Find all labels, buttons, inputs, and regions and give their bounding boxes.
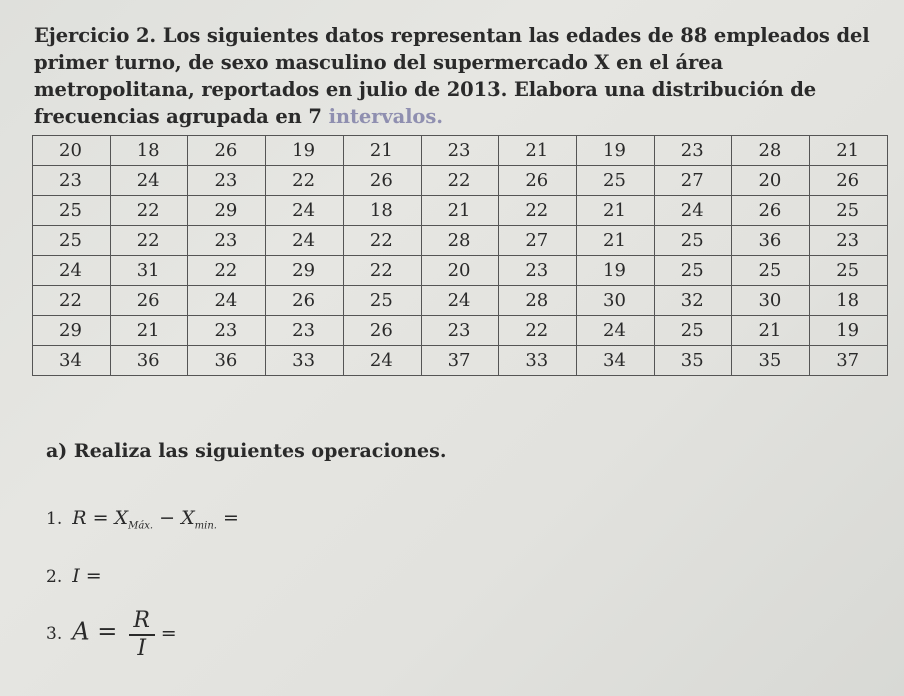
- table-row: [33, 136, 888, 166]
- table-cell: 25: [732, 256, 810, 286]
- table-cell: 26: [343, 166, 421, 196]
- table-cell: 21: [110, 316, 188, 346]
- table-cell: 21: [577, 196, 655, 226]
- table-cell: 19: [577, 256, 655, 286]
- table-cell: 25: [810, 196, 888, 226]
- exercise-label: Ejercicio 2.: [34, 24, 157, 47]
- range-minus: − X: [153, 507, 195, 529]
- table-cell: 22: [499, 196, 577, 226]
- table-cell: 31: [110, 256, 188, 286]
- table-row: [33, 166, 888, 196]
- amplitude-lhs: A =: [72, 617, 118, 646]
- table-cell: 29: [33, 316, 111, 346]
- table-row: [33, 256, 888, 286]
- table-cell: 20: [421, 256, 499, 286]
- operation-range: [46, 507, 239, 531]
- table-row: [33, 286, 888, 316]
- table-cell: 33: [266, 346, 344, 376]
- table-cell: 34: [577, 346, 655, 376]
- table-cell: 28: [499, 286, 577, 316]
- table-cell: 32: [654, 286, 732, 316]
- table-cell: 23: [188, 316, 266, 346]
- table-cell: 22: [421, 166, 499, 196]
- table-cell: 25: [654, 316, 732, 346]
- table-cell: 26: [110, 286, 188, 316]
- fraction-numerator: R: [133, 608, 150, 633]
- table-cell: 25: [810, 256, 888, 286]
- exercise-text: Los siguientes datos representan las edades de 88 empleados del primer turno, de sexo masculino del supermercado X en el área metropolitana, reportados en julio de 2013. Elabora una distribución de frecuencias agrupada en 7: [34, 24, 870, 128]
- table-cell: 37: [810, 346, 888, 376]
- table-cell: 22: [266, 166, 344, 196]
- section-a-title: a) Realiza las siguientes operaciones.: [46, 440, 447, 462]
- table-cell: 20: [33, 136, 111, 166]
- table-cell: 24: [343, 346, 421, 376]
- table-cell: 23: [421, 136, 499, 166]
- operation-number: 2.: [46, 567, 63, 587]
- operation-number: 3.: [46, 624, 63, 645]
- table-cell: 25: [33, 226, 111, 256]
- range-equals: =: [216, 507, 239, 529]
- table-cell: 21: [343, 136, 421, 166]
- table-cell: 23: [810, 226, 888, 256]
- table-cell: 21: [577, 226, 655, 256]
- table-cell: 22: [110, 226, 188, 256]
- table-cell: 23: [33, 166, 111, 196]
- table-cell: 27: [499, 226, 577, 256]
- table-cell: 19: [810, 316, 888, 346]
- table-cell: 28: [421, 226, 499, 256]
- table-cell: 28: [732, 136, 810, 166]
- table-cell: 35: [732, 346, 810, 376]
- table-cell: 23: [188, 166, 266, 196]
- table-cell: 22: [188, 256, 266, 286]
- table-cell: 26: [810, 166, 888, 196]
- table-row: [33, 346, 888, 376]
- table-cell: 18: [110, 136, 188, 166]
- min-subscript: min.: [194, 520, 217, 532]
- table-cell: 24: [266, 196, 344, 226]
- table-cell: 22: [33, 286, 111, 316]
- table-cell: 29: [188, 196, 266, 226]
- table-cell: 23: [421, 316, 499, 346]
- range-lhs: R = X: [72, 507, 129, 529]
- table-cell: 25: [654, 226, 732, 256]
- table-cell: 24: [110, 166, 188, 196]
- operation-amplitude: [46, 608, 177, 662]
- table-cell: 23: [499, 256, 577, 286]
- table-cell: 26: [266, 286, 344, 316]
- table-row: [33, 316, 888, 346]
- table-cell: 21: [810, 136, 888, 166]
- table-cell: 30: [732, 286, 810, 316]
- operation-intervals: [46, 565, 102, 587]
- table-cell: 36: [732, 226, 810, 256]
- max-subscript: Máx.: [128, 520, 154, 532]
- table-cell: 23: [654, 136, 732, 166]
- amplitude-equals: =: [160, 622, 177, 645]
- table-cell: 22: [110, 196, 188, 226]
- table-cell: 35: [654, 346, 732, 376]
- ages-table: [32, 135, 888, 376]
- table-cell: 26: [188, 136, 266, 166]
- table-cell: 26: [732, 196, 810, 226]
- table-cell: 24: [266, 226, 344, 256]
- table-cell: 22: [343, 256, 421, 286]
- table-cell: 30: [577, 286, 655, 316]
- table-cell: 21: [732, 316, 810, 346]
- table-cell: 36: [110, 346, 188, 376]
- table-cell: 36: [188, 346, 266, 376]
- table-cell: 25: [343, 286, 421, 316]
- table-cell: 25: [577, 166, 655, 196]
- table-cell: 22: [343, 226, 421, 256]
- exercise-statement: [34, 22, 890, 130]
- table-cell: 19: [577, 136, 655, 166]
- exercise-highlight: intervalos.: [328, 105, 443, 128]
- table-cell: 18: [810, 286, 888, 316]
- table-cell: 33: [499, 346, 577, 376]
- fraction-denominator: I: [137, 635, 147, 661]
- table-cell: 20: [732, 166, 810, 196]
- operation-number: 1.: [46, 509, 63, 529]
- table-cell: 19: [266, 136, 344, 166]
- table-row: [33, 196, 888, 226]
- table-row: [33, 226, 888, 256]
- table-cell: 24: [33, 256, 111, 286]
- table-cell: 27: [654, 166, 732, 196]
- table-cell: 24: [577, 316, 655, 346]
- table-cell: 18: [343, 196, 421, 226]
- table-cell: 22: [499, 316, 577, 346]
- table-cell: 34: [33, 346, 111, 376]
- table-cell: 37: [421, 346, 499, 376]
- table-cell: 24: [188, 286, 266, 316]
- table-cell: 25: [654, 256, 732, 286]
- table-cell: 26: [499, 166, 577, 196]
- table-cell: 29: [266, 256, 344, 286]
- table-cell: 26: [343, 316, 421, 346]
- table-cell: 25: [33, 196, 111, 226]
- fraction: [129, 608, 155, 662]
- table-cell: 24: [654, 196, 732, 226]
- table-cell: 23: [266, 316, 344, 346]
- table-cell: 21: [421, 196, 499, 226]
- intervals-expr: I =: [72, 565, 102, 587]
- table-cell: 21: [499, 136, 577, 166]
- table-cell: 24: [421, 286, 499, 316]
- table-cell: 23: [188, 226, 266, 256]
